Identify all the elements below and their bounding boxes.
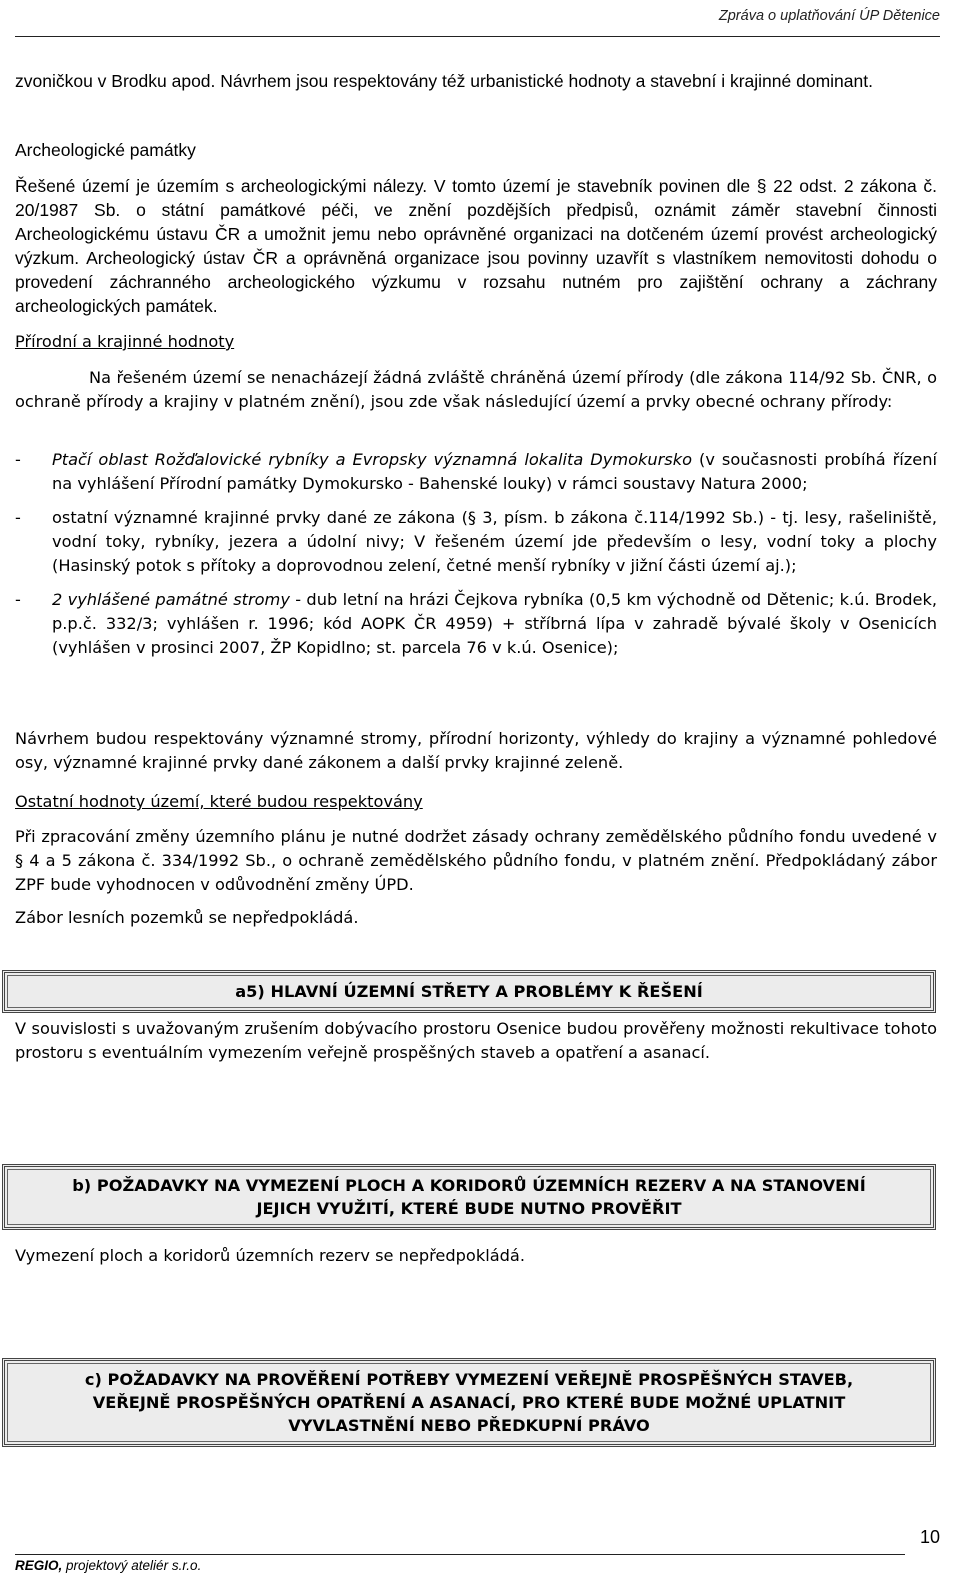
section-box-c-line-3: VYVLASTNĚNÍ NEBO PŘEDKUPNÍ PRÁVO [288, 1416, 650, 1435]
section-box-c-line-2: VEŘEJNĚ PROSPĚŠNÝCH OPATŘENÍ A ASANACÍ, PRO KTERÉ BUDE MOŽNÉ UPLATNIT [92, 1393, 846, 1412]
nature-closing-paragraph [15, 727, 937, 775]
nature-paragraph [15, 366, 937, 414]
archeo-section [15, 138, 937, 162]
section-box-b-line-2: JEJICH VYUŽITÍ, KTERÉ BUDE NUTNO PROVĚŘIT [256, 1199, 682, 1218]
section-box-inner [7, 1169, 931, 1225]
other-section [15, 790, 937, 814]
list-item [15, 506, 937, 578]
b-text: Vymezení ploch a koridorů územních rezerv se nepředpokládá. [15, 1246, 525, 1265]
list-item-text: ostatní významné krajinné prvky dané ze zákona (§ 3, písm. b zákona č.114/1992 Sb.) - tj. lesy, rašeliniště, vodní toky, rybníky, jezera a údolní nivy; V řešeném území jde především o lesy, vodní toky a plochy (Hasinský potok s přítoky a doprovodnou zelení, četné menší rybníky v jižní části území aj.); [52, 508, 937, 575]
nature-closing-text: Návrhem budou respektovány významné stromy, přírodní horizonty, výhledy do krajiny a významné pohledové osy, významné krajinné prvky dané zákonem a další prvky krajinné zeleně. [15, 729, 937, 772]
footer-company-bold: REGIO, [15, 1558, 63, 1573]
forest-paragraph [15, 906, 937, 930]
forest-text: Zábor lesních pozemků se nepředpokládá. [15, 908, 359, 927]
page-number: 10 [919, 1527, 940, 1547]
nature-text: Na řešeném území se nenacházejí žádná zvláště chráněná území přírody (dle zákona 114/92 Sb. ČNR, o ochraně přírody a krajiny v platném znění), jsou zde však následující území a prvky obecné ochrany přírody: [15, 368, 937, 411]
nature-heading: Přírodní a krajinné hodnoty [15, 332, 235, 351]
footer-rule [15, 1554, 905, 1555]
intro-paragraph [15, 69, 937, 93]
list-dash: - [15, 450, 21, 469]
running-header: Zpráva o uplatňování ÚP Dětenice [718, 8, 940, 24]
section-box-a5-title: a5) HLAVNÍ ÚZEMNÍ STŘETY A PROBLÉMY K ŘEŠENÍ [235, 982, 703, 1001]
intro-text: zvoničkou v Brodku apod. Návrhem jsou respektovány též urbanistické hodnoty a stavební i krajinné dominant. [15, 71, 873, 91]
list-item-text: (v současnosti probíhá řízení na vyhlášení Přírodní památky Dymokursko - Bahenské louky) v rámci soustavy Natura 2000; [52, 450, 937, 493]
other-text: Při zpracování změny územního plánu je nutné dodržet zásady ochrany zemědělského půdního fondu uvedené v § 4 a 5 zákona č. 334/1992 Sb., o ochraně zemědělského půdního fondu, v platném znění. Předpokládaný zábor ZPF bude vyhodnocen v odůvodnění změny ÚPD. [15, 827, 937, 894]
section-box-inner [7, 975, 931, 1008]
archeo-paragraph [15, 174, 937, 318]
b-paragraph [15, 1244, 937, 1268]
section-box-inner [7, 1363, 931, 1442]
section-box-b [2, 1164, 936, 1230]
other-paragraph [15, 825, 937, 897]
list-dash: - [15, 508, 21, 527]
list-dash: - [15, 590, 21, 609]
list-item-italic: 2 vyhlášené památné stromy [52, 590, 290, 609]
archeo-text: Řešené území je územím s archeologickými nálezy. V tomto území je stavebník povinen dle § 22 odst. 2 zákona č. 20/1987 Sb. o státní památkové péči, ve znění pozdějších předpisů, oznámit záměr stavební činnosti Archeologickému ústavu ČR a umožnit jemu nebo oprávněné organizaci na dotčeném území provést archeologický výzkum. Archeologický ústav ČR a oprávněná organizace jsou povinny uzavřít s vlastníkem nemovitosti dohodu o provedení záchranného archeologického výzkumu v rozsahu nutném pro zajištění ochrany a záchrany archeologických památek. [15, 176, 937, 316]
nature-list [15, 448, 937, 660]
section-box-b-line-1: b) POŽADAVKY NA VYMEZENÍ PLOCH A KORIDORŮ ÚZEMNÍCH REZERV A NA STANOVENÍ [72, 1176, 866, 1195]
list-item-italic: Ptačí oblast Rožďalovické rybníky a Evropsky významná lokalita Dymokursko [52, 450, 692, 469]
section-box-c [2, 1358, 936, 1447]
footer-company-rest: projektový ateliér s.r.o. [62, 1558, 202, 1573]
archeo-heading: Archeologické památky [15, 140, 196, 160]
section-box-c-line-1: c) POŽADAVKY NA PROVĚŘENÍ POTŘEBY VYMEZENÍ VEŘEJNĚ PROSPĚŠNÝCH STAVEB, [84, 1370, 854, 1389]
list-item-text: - dub letní na hrázi Čejkova rybníka (0,5 km východně od Dětenic; k.ú. Brodek, p.p.č. 332/3; vyhlášen r. 1996; kód AOPK ČR 4959) + stříbrná lípa v zahradě bývalé školy v Osenicích (vyhlášen v prosinci 2007, ŽP Kopidlno; st. parcela 76 v k.ú. Osenice); [52, 590, 937, 657]
a5-paragraph [15, 1017, 937, 1065]
section-box-a5 [2, 970, 936, 1013]
nature-section [15, 330, 937, 354]
list-item [15, 448, 937, 496]
footer-company [15, 1558, 201, 1573]
list-item [15, 588, 937, 660]
a5-text: V souvislosti s uvažovaným zrušením dobývacího prostoru Osenice budou prověřeny možnosti rekultivace tohoto prostoru s eventuálním vymezením veřejně prospěšných staveb a opatření a asanací. [15, 1019, 937, 1062]
other-heading: Ostatní hodnoty území, které budou respektovány [15, 792, 423, 811]
header-rule [15, 36, 940, 37]
